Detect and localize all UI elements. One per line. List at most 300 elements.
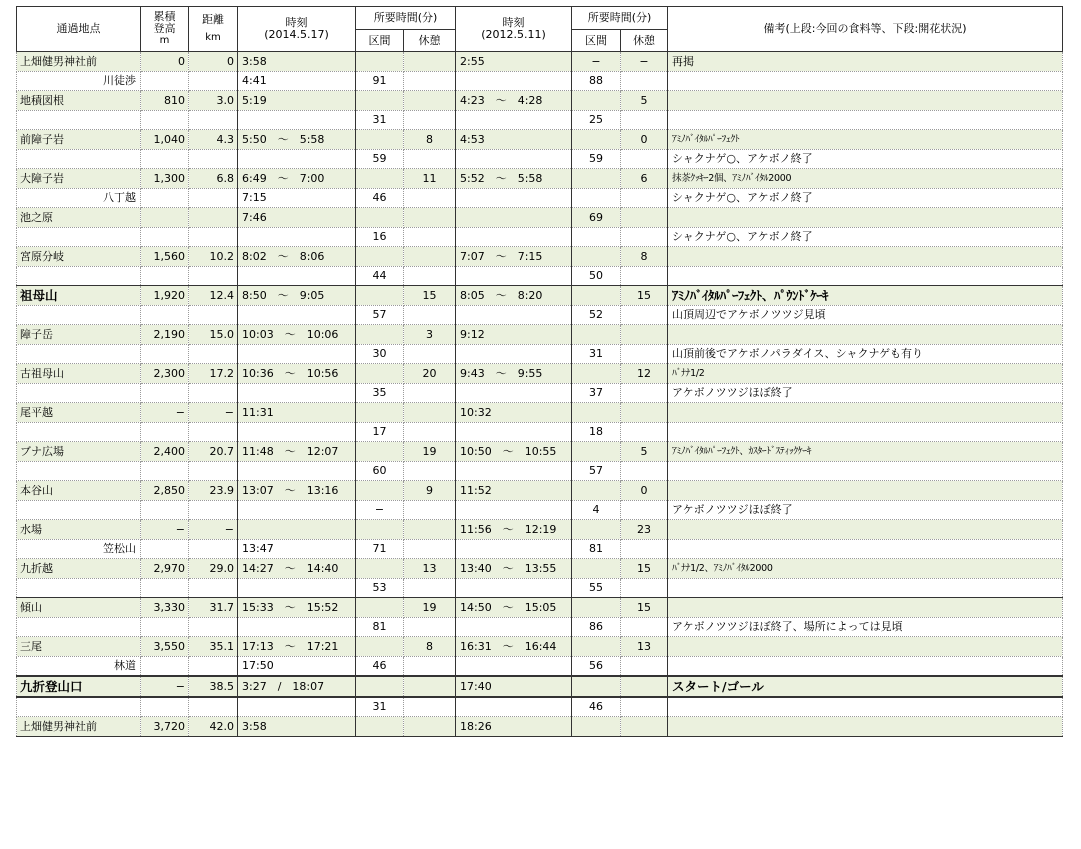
time-2012-cell <box>456 71 572 91</box>
rest-2012-cell: 13 <box>621 637 668 657</box>
time-2012-cell: 4:53 <box>456 130 572 150</box>
distance-cell: − <box>189 520 238 540</box>
section-2014-cell: 16 <box>356 227 404 247</box>
time-2014-cell: 8:50 〜 9:05 <box>238 286 356 306</box>
rest-2014-cell <box>404 403 456 423</box>
header-distance <box>189 7 238 52</box>
point-name-cell <box>17 305 141 325</box>
section-2014-cell <box>356 325 404 345</box>
rest-2014-cell <box>404 52 456 72</box>
section-2014-cell: 31 <box>356 110 404 130</box>
time-2012-cell: 10:32 <box>456 403 572 423</box>
elevation-cell <box>141 344 189 364</box>
point-name-cell <box>17 227 141 247</box>
elevation-cell: 3,550 <box>141 637 189 657</box>
table-row-segment <box>17 539 1063 559</box>
time-2014-cell: 3:58 <box>238 52 356 72</box>
point-name-cell: 川徒渉 <box>17 71 141 91</box>
rest-2012-cell: 15 <box>621 559 668 579</box>
rest-2012-cell: 0 <box>621 481 668 501</box>
section-2012-cell: 56 <box>572 656 621 676</box>
rest-2012-cell <box>621 110 668 130</box>
time-2014-cell: 6:49 〜 7:00 <box>238 169 356 189</box>
header-rest-2014: 休憩 <box>404 30 456 52</box>
rest-2012-cell <box>621 539 668 559</box>
point-name-cell: 古祖母山 <box>17 364 141 384</box>
rest-2012-cell <box>621 617 668 637</box>
section-2014-cell: 60 <box>356 461 404 481</box>
table-row-point <box>17 286 1063 306</box>
rest-2012-cell <box>621 676 668 697</box>
elevation-cell: 0 <box>141 52 189 72</box>
note-cell: アケボノツツジほぼ終了、場所によっては見頃 <box>668 617 1063 637</box>
note-cell: 再掲 <box>668 52 1063 72</box>
distance-cell <box>189 500 238 520</box>
elevation-cell <box>141 227 189 247</box>
rest-2014-cell <box>404 578 456 598</box>
point-name-cell <box>17 422 141 442</box>
distance-cell <box>189 149 238 169</box>
time-2012-cell <box>456 461 572 481</box>
header-elevation-label: 累積 登高 <box>153 10 176 35</box>
point-name-cell: 上畑健男神社前 <box>17 717 141 737</box>
section-2012-cell <box>572 676 621 697</box>
distance-cell: − <box>189 403 238 423</box>
table-row-point <box>17 520 1063 540</box>
elevation-cell: 2,300 <box>141 364 189 384</box>
distance-cell <box>189 344 238 364</box>
time-2014-cell: 10:36 〜 10:56 <box>238 364 356 384</box>
time-2014-cell: 5:19 <box>238 91 356 111</box>
time-2014-cell: 17:13 〜 17:21 <box>238 637 356 657</box>
section-2012-cell: 69 <box>572 208 621 228</box>
rest-2014-cell <box>404 227 456 247</box>
time-2014-cell <box>238 227 356 247</box>
point-name-cell <box>17 383 141 403</box>
rest-2014-cell <box>404 110 456 130</box>
point-name-cell <box>17 617 141 637</box>
note-cell: シャクナゲ○、アケボノ終了 <box>668 149 1063 169</box>
table-row-point <box>17 169 1063 189</box>
rest-2012-cell <box>621 266 668 286</box>
elevation-cell <box>141 208 189 228</box>
point-name-cell: 上畑健男神社前 <box>17 52 141 72</box>
note-cell <box>668 656 1063 676</box>
note-cell: スタート/ゴール <box>668 676 1063 697</box>
elevation-cell <box>141 697 189 717</box>
point-name-cell: 九折越 <box>17 559 141 579</box>
section-2014-cell <box>356 481 404 501</box>
distance-cell <box>189 383 238 403</box>
section-2014-cell: 81 <box>356 617 404 637</box>
time-2014-cell: 10:03 〜 10:06 <box>238 325 356 345</box>
time-2012-cell: 10:50 〜 10:55 <box>456 442 572 462</box>
elevation-cell: 3,330 <box>141 598 189 618</box>
section-2012-cell: 52 <box>572 305 621 325</box>
header-distance-label: 距離 <box>202 13 224 26</box>
elevation-cell: − <box>141 676 189 697</box>
section-2012-cell: − <box>572 52 621 72</box>
rest-2012-cell <box>621 71 668 91</box>
section-2014-cell <box>356 637 404 657</box>
elevation-cell <box>141 188 189 208</box>
time-2014-cell <box>238 697 356 717</box>
table-row-point <box>17 559 1063 579</box>
rest-2014-cell <box>404 344 456 364</box>
table-row-point <box>17 598 1063 618</box>
note-cell: アケボノツツジほぼ終了 <box>668 383 1063 403</box>
section-2012-cell <box>572 247 621 267</box>
hiking-log-sheet <box>16 6 1063 737</box>
rest-2012-cell <box>621 500 668 520</box>
header-distance-unit: km <box>205 32 221 43</box>
elevation-cell <box>141 266 189 286</box>
time-2014-cell <box>238 149 356 169</box>
rest-2014-cell <box>404 208 456 228</box>
header-section-2012: 区間 <box>572 30 621 52</box>
elevation-cell: − <box>141 403 189 423</box>
elevation-cell <box>141 71 189 91</box>
section-2014-cell: 46 <box>356 188 404 208</box>
section-2012-cell <box>572 188 621 208</box>
rest-2014-cell: 19 <box>404 598 456 618</box>
rest-2012-cell: 15 <box>621 598 668 618</box>
header-required-2012: 所要時間(分) <box>572 7 668 30</box>
rest-2014-cell <box>404 520 456 540</box>
time-2012-cell: 13:40 〜 13:55 <box>456 559 572 579</box>
distance-cell: 23.9 <box>189 481 238 501</box>
rest-2014-cell <box>404 383 456 403</box>
note-cell <box>668 91 1063 111</box>
rest-2012-cell <box>621 227 668 247</box>
time-2014-cell: 15:33 〜 15:52 <box>238 598 356 618</box>
section-2014-cell <box>356 520 404 540</box>
time-2012-cell: 4:23 〜 4:28 <box>456 91 572 111</box>
distance-cell: 4.3 <box>189 130 238 150</box>
table-row-point <box>17 442 1063 462</box>
section-2014-cell <box>356 130 404 150</box>
table-row-segment <box>17 461 1063 481</box>
distance-cell <box>189 656 238 676</box>
note-cell: ｱﾐﾉﾊﾞｲﾀﾙﾊﾟｰﾌｪｸﾄ、ﾊﾟｳﾝﾄﾞｹｰｷ <box>668 286 1063 306</box>
section-2012-cell <box>572 286 621 306</box>
header-section-2014: 区間 <box>356 30 404 52</box>
table-body <box>17 52 1063 737</box>
distance-cell: 20.7 <box>189 442 238 462</box>
rest-2014-cell: 8 <box>404 637 456 657</box>
rest-2014-cell <box>404 305 456 325</box>
section-2014-cell <box>356 208 404 228</box>
note-cell <box>668 71 1063 91</box>
section-2014-cell: 31 <box>356 697 404 717</box>
header-elevation-unit: m <box>159 35 170 46</box>
point-name-cell: 九折登山口 <box>17 676 141 697</box>
time-2014-cell: 5:50 〜 5:58 <box>238 130 356 150</box>
rest-2014-cell: 8 <box>404 130 456 150</box>
time-2014-cell <box>238 520 356 540</box>
section-2014-cell <box>356 91 404 111</box>
section-2014-cell: 59 <box>356 149 404 169</box>
elevation-cell: 810 <box>141 91 189 111</box>
time-2012-cell: 17:40 <box>456 676 572 697</box>
point-name-cell: 池之原 <box>17 208 141 228</box>
note-cell: シャクナゲ○、アケボノ終了 <box>668 227 1063 247</box>
rest-2014-cell <box>404 461 456 481</box>
point-name-cell: 尾平越 <box>17 403 141 423</box>
rest-2014-cell <box>404 149 456 169</box>
note-cell: 山頂周辺でアケボノツツジ見頃 <box>668 305 1063 325</box>
time-2012-cell: 8:05 〜 8:20 <box>456 286 572 306</box>
rest-2012-cell <box>621 383 668 403</box>
section-2014-cell <box>356 286 404 306</box>
time-2012-cell <box>456 227 572 247</box>
section-2012-cell: 57 <box>572 461 621 481</box>
section-2012-cell <box>572 481 621 501</box>
note-cell <box>668 208 1063 228</box>
section-2014-cell: 35 <box>356 383 404 403</box>
rest-2014-cell <box>404 676 456 697</box>
time-2012-cell <box>456 110 572 130</box>
table-row-segment <box>17 344 1063 364</box>
table-row-segment <box>17 578 1063 598</box>
time-2014-cell: 14:27 〜 14:40 <box>238 559 356 579</box>
note-cell: ﾊﾞﾅﾅ1/2、ｱﾐﾉﾊﾞｲﾀﾙ2000 <box>668 559 1063 579</box>
rest-2012-cell: − <box>621 52 668 72</box>
time-2014-cell <box>238 110 356 130</box>
rest-2012-cell: 5 <box>621 91 668 111</box>
section-2014-cell <box>356 364 404 384</box>
elevation-cell: 2,190 <box>141 325 189 345</box>
point-name-cell <box>17 344 141 364</box>
table-row-segment <box>17 71 1063 91</box>
point-name-cell: 宮原分岐 <box>17 247 141 267</box>
time-2014-cell <box>238 461 356 481</box>
rest-2012-cell: 6 <box>621 169 668 189</box>
section-2012-cell <box>572 227 621 247</box>
rest-2012-cell <box>621 422 668 442</box>
table-row-point <box>17 91 1063 111</box>
rest-2012-cell <box>621 461 668 481</box>
elevation-cell: 1,920 <box>141 286 189 306</box>
distance-cell: 42.0 <box>189 717 238 737</box>
point-name-cell: 前障子岩 <box>17 130 141 150</box>
elevation-cell <box>141 422 189 442</box>
rest-2014-cell <box>404 539 456 559</box>
rest-2014-cell: 20 <box>404 364 456 384</box>
elevation-cell: 3,720 <box>141 717 189 737</box>
point-name-cell: 地積図根 <box>17 91 141 111</box>
rest-2014-cell <box>404 266 456 286</box>
note-cell <box>668 578 1063 598</box>
table-row-segment <box>17 656 1063 676</box>
time-2014-cell: 11:48 〜 12:07 <box>238 442 356 462</box>
section-2012-cell: 37 <box>572 383 621 403</box>
table-row-segment <box>17 422 1063 442</box>
time-2012-cell <box>456 500 572 520</box>
rest-2012-cell: 8 <box>621 247 668 267</box>
time-2012-cell <box>456 344 572 364</box>
section-2012-cell <box>572 637 621 657</box>
point-name-cell: 障子岳 <box>17 325 141 345</box>
elevation-cell <box>141 383 189 403</box>
table-row-point <box>17 364 1063 384</box>
time-2012-cell: 5:52 〜 5:58 <box>456 169 572 189</box>
section-2012-cell: 25 <box>572 110 621 130</box>
elevation-cell: 2,400 <box>141 442 189 462</box>
header-time-2012-label: 時刻 <box>502 16 525 29</box>
rest-2012-cell <box>621 325 668 345</box>
time-2012-cell <box>456 697 572 717</box>
elevation-cell <box>141 578 189 598</box>
time-2014-cell <box>238 305 356 325</box>
note-cell <box>668 697 1063 717</box>
distance-cell <box>189 422 238 442</box>
section-2014-cell <box>356 442 404 462</box>
time-2014-cell: 3:27 / 18:07 <box>238 676 356 697</box>
rest-2012-cell <box>621 305 668 325</box>
rest-2012-cell <box>621 149 668 169</box>
time-2012-cell <box>456 208 572 228</box>
note-cell <box>668 403 1063 423</box>
time-2012-cell <box>456 266 572 286</box>
table-row-segment <box>17 227 1063 247</box>
distance-cell: 6.8 <box>189 169 238 189</box>
note-cell: ｱﾐﾉﾊﾞｲﾀﾙﾊﾟｰﾌｪｸﾄ <box>668 130 1063 150</box>
section-2012-cell: 81 <box>572 539 621 559</box>
distance-cell: 3.0 <box>189 91 238 111</box>
elevation-cell: 1,560 <box>141 247 189 267</box>
distance-cell: 35.1 <box>189 637 238 657</box>
elevation-cell <box>141 617 189 637</box>
distance-cell <box>189 697 238 717</box>
section-2014-cell <box>356 559 404 579</box>
elevation-cell <box>141 500 189 520</box>
rest-2014-cell: 19 <box>404 442 456 462</box>
distance-cell: 17.2 <box>189 364 238 384</box>
section-2012-cell: 18 <box>572 422 621 442</box>
note-cell <box>668 598 1063 618</box>
distance-cell: 10.2 <box>189 247 238 267</box>
note-cell <box>668 247 1063 267</box>
section-2012-cell: 86 <box>572 617 621 637</box>
note-cell <box>668 520 1063 540</box>
note-cell: ｱﾐﾉﾊﾞｲﾀﾙﾊﾟｰﾌｪｸﾄ、ｶｽﾀｰﾄﾞｽﾃｨｯｸｹｰｷ <box>668 442 1063 462</box>
elevation-cell <box>141 149 189 169</box>
section-2014-cell: 91 <box>356 71 404 91</box>
header-required-2014: 所要時間(分) <box>356 7 456 30</box>
point-name-cell <box>17 578 141 598</box>
elevation-cell: − <box>141 520 189 540</box>
time-2014-cell: 7:46 <box>238 208 356 228</box>
header-date-2012: (2012.5.11) <box>481 28 546 41</box>
time-2014-cell <box>238 422 356 442</box>
point-name-cell: 八丁越 <box>17 188 141 208</box>
table-row-point <box>17 130 1063 150</box>
rest-2012-cell <box>621 188 668 208</box>
time-2012-cell <box>456 656 572 676</box>
section-2014-cell <box>356 247 404 267</box>
section-2012-cell: 50 <box>572 266 621 286</box>
rest-2014-cell <box>404 500 456 520</box>
elevation-cell: 2,970 <box>141 559 189 579</box>
section-2012-cell: 46 <box>572 697 621 717</box>
table-row-point <box>17 481 1063 501</box>
note-cell <box>668 481 1063 501</box>
time-2012-cell <box>456 188 572 208</box>
rest-2014-cell <box>404 91 456 111</box>
rest-2014-cell <box>404 697 456 717</box>
point-name-cell: 大障子岩 <box>17 169 141 189</box>
rest-2012-cell: 23 <box>621 520 668 540</box>
section-2012-cell <box>572 169 621 189</box>
elevation-cell: 1,040 <box>141 130 189 150</box>
header-time-2014 <box>238 7 356 52</box>
header-elevation <box>141 7 189 52</box>
point-name-cell: 笠松山 <box>17 539 141 559</box>
time-2014-cell <box>238 500 356 520</box>
table-row-segment <box>17 188 1063 208</box>
time-2014-cell <box>238 578 356 598</box>
section-2014-cell <box>356 676 404 697</box>
note-cell: ﾊﾞﾅﾅ1/2 <box>668 364 1063 384</box>
header-time-2012 <box>456 7 572 52</box>
table-row-point <box>17 247 1063 267</box>
section-2012-cell <box>572 130 621 150</box>
time-2012-cell <box>456 149 572 169</box>
table-row-point <box>17 325 1063 345</box>
header-rest-2012: 休憩 <box>621 30 668 52</box>
note-cell <box>668 637 1063 657</box>
time-2012-cell: 2:55 <box>456 52 572 72</box>
section-2014-cell: 44 <box>356 266 404 286</box>
section-2014-cell: 30 <box>356 344 404 364</box>
distance-cell <box>189 208 238 228</box>
header-date-2014: (2014.5.17) <box>264 28 329 41</box>
elevation-cell <box>141 461 189 481</box>
table-row-point <box>17 676 1063 697</box>
distance-cell <box>189 461 238 481</box>
time-2012-cell <box>456 617 572 637</box>
time-2014-cell: 13:07 〜 13:16 <box>238 481 356 501</box>
time-2012-cell: 18:26 <box>456 717 572 737</box>
distance-cell <box>189 110 238 130</box>
time-2014-cell: 8:02 〜 8:06 <box>238 247 356 267</box>
point-name-cell <box>17 697 141 717</box>
note-cell: アケボノツツジほぼ終了 <box>668 500 1063 520</box>
rest-2014-cell <box>404 422 456 442</box>
section-2012-cell <box>572 598 621 618</box>
table-row-segment <box>17 305 1063 325</box>
point-name-cell <box>17 500 141 520</box>
section-2012-cell: 55 <box>572 578 621 598</box>
note-cell: シャクナゲ○、アケボノ終了 <box>668 188 1063 208</box>
header-note: 備考(上段:今回の食料等、下段:開花状況) <box>668 7 1063 52</box>
distance-cell <box>189 539 238 559</box>
time-2014-cell: 11:31 <box>238 403 356 423</box>
point-name-cell <box>17 149 141 169</box>
time-2014-cell <box>238 383 356 403</box>
point-name-cell: 祖母山 <box>17 286 141 306</box>
table-row-point <box>17 403 1063 423</box>
table-row-segment <box>17 500 1063 520</box>
section-2014-cell <box>356 598 404 618</box>
section-2012-cell <box>572 520 621 540</box>
section-2014-cell <box>356 169 404 189</box>
time-2014-cell <box>238 617 356 637</box>
point-name-cell: 水場 <box>17 520 141 540</box>
section-2012-cell <box>572 559 621 579</box>
note-cell <box>668 422 1063 442</box>
